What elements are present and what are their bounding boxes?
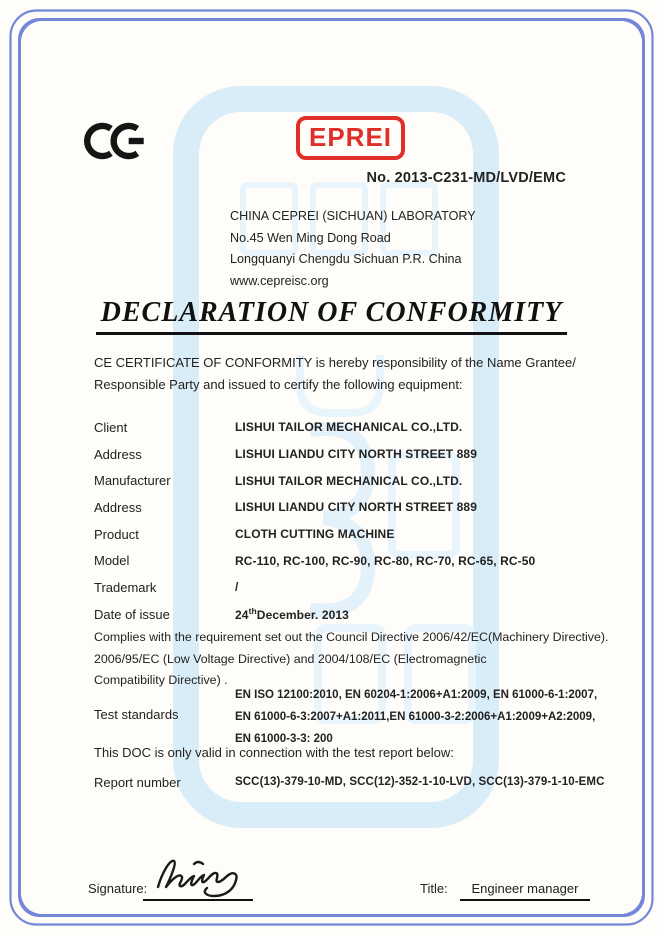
- field-value: LISHUI LIANDU CITY NORTH STREET 889: [235, 500, 477, 515]
- field-value: LISHUI TAILOR MECHANICAL CO.,LTD.: [235, 473, 463, 488]
- eprei-logo-text: EPREI: [309, 122, 393, 152]
- certificate-number: No. 2013-C231-MD/LVD/EMC: [366, 170, 566, 186]
- field-row-product: [94, 521, 535, 548]
- document-title: DECLARATION OF CONFORMITY: [96, 297, 568, 335]
- date-day: 24: [235, 608, 249, 623]
- test-standards-line-2: EN 61000-6-3:2007+A1:2011,EN 61000-3-2:2006+A1:2009+A2:2009,: [235, 711, 596, 723]
- issuer-street: No.45 Wen Ming Dong Road: [230, 230, 391, 245]
- ce-mark-logo: [84, 119, 146, 163]
- field-table: [94, 414, 535, 628]
- field-row-address-2: [94, 494, 535, 521]
- field-label: Client: [94, 419, 128, 435]
- field-value: /: [235, 580, 239, 595]
- issuer-city: Longquanyi Chengdu Sichuan P.R. China: [230, 252, 462, 266]
- title-value: Engineer manager: [471, 881, 579, 896]
- intro-paragraph: [94, 352, 576, 395]
- test-standards-line-3: EN 61000-3-3: 200: [235, 733, 333, 745]
- field-row-date-of-issue: [94, 601, 535, 628]
- field-row-trademark: [94, 574, 535, 601]
- report-number-row: [94, 771, 605, 793]
- test-standards-line-1: EN ISO 12100:2010, EN 60204-1:2006+A1:2009, EN 61000-6-1:2007,: [235, 689, 598, 701]
- test-standards-label: Test standards: [94, 707, 179, 722]
- field-label: Product: [94, 526, 139, 542]
- field-row-manufacturer: [94, 467, 535, 494]
- intro-line-1: CE CERTIFICATE OF CONFORMITY is hereby responsibility of the Name Grantee/: [94, 355, 576, 370]
- signature-label: Signature:: [88, 881, 148, 896]
- field-value: LISHUI TAILOR MECHANICAL CO.,LTD.: [235, 420, 463, 435]
- field-row-model: [94, 547, 535, 574]
- field-label: Date of issue: [94, 606, 170, 622]
- compliance-line-2: 2006/95/EC (Low Voltage Directive) and 2004/108/EC (Electromagnetic: [94, 651, 487, 666]
- handwritten-signature: [150, 851, 260, 901]
- field-value: LISHUI LIANDU CITY NORTH STREET 889: [235, 447, 477, 462]
- compliance-line-1: Complies with the requirement set out the Council Directive 2006/42/EC(Machinery Directive).: [94, 630, 609, 644]
- date-rest: December. 2013: [256, 608, 349, 623]
- eprei-logo: [296, 116, 405, 160]
- field-row-address-1: [94, 441, 535, 468]
- field-value: RC-110, RC-100, RC-90, RC-80, RC-70, RC-65, RC-50: [235, 553, 536, 568]
- field-label: Address: [94, 446, 142, 462]
- issuer-name: CHINA CEPREI (SICHUAN) LABORATORY: [230, 209, 476, 223]
- compliance-line-3: Compatibility Directive) .: [94, 673, 228, 687]
- test-standards-row: [94, 684, 597, 750]
- test-standards-values: [235, 684, 597, 750]
- field-label: Model: [94, 553, 130, 569]
- field-row-client: [94, 414, 535, 441]
- field-label: Manufacturer: [94, 473, 171, 489]
- issuer-website: www.cepreisc.org: [230, 273, 329, 288]
- title-line: [460, 899, 590, 901]
- field-value: CLOTH CUTTING MACHINE: [235, 527, 395, 542]
- compliance-paragraph: [94, 627, 608, 692]
- field-value: [235, 606, 349, 622]
- field-label: Address: [94, 499, 142, 515]
- issuer-block: [230, 206, 476, 292]
- document-title-wrap: [0, 297, 663, 335]
- date-ordinal: th: [248, 606, 257, 617]
- report-number-label: Report number: [94, 774, 181, 790]
- report-number-value: SCC(13)-379-10-MD, SCC(12)-352-1-10-LVD, SCC(13)-379-1-10-EMC: [235, 776, 605, 788]
- title-label: Title:: [420, 881, 448, 896]
- intro-line-2: Responsible Party and issued to certify the following equipment:: [94, 376, 463, 392]
- doc-validity-note: This DOC is only valid in connection with the test report below:: [94, 745, 454, 760]
- field-label: Trademark: [94, 579, 157, 595]
